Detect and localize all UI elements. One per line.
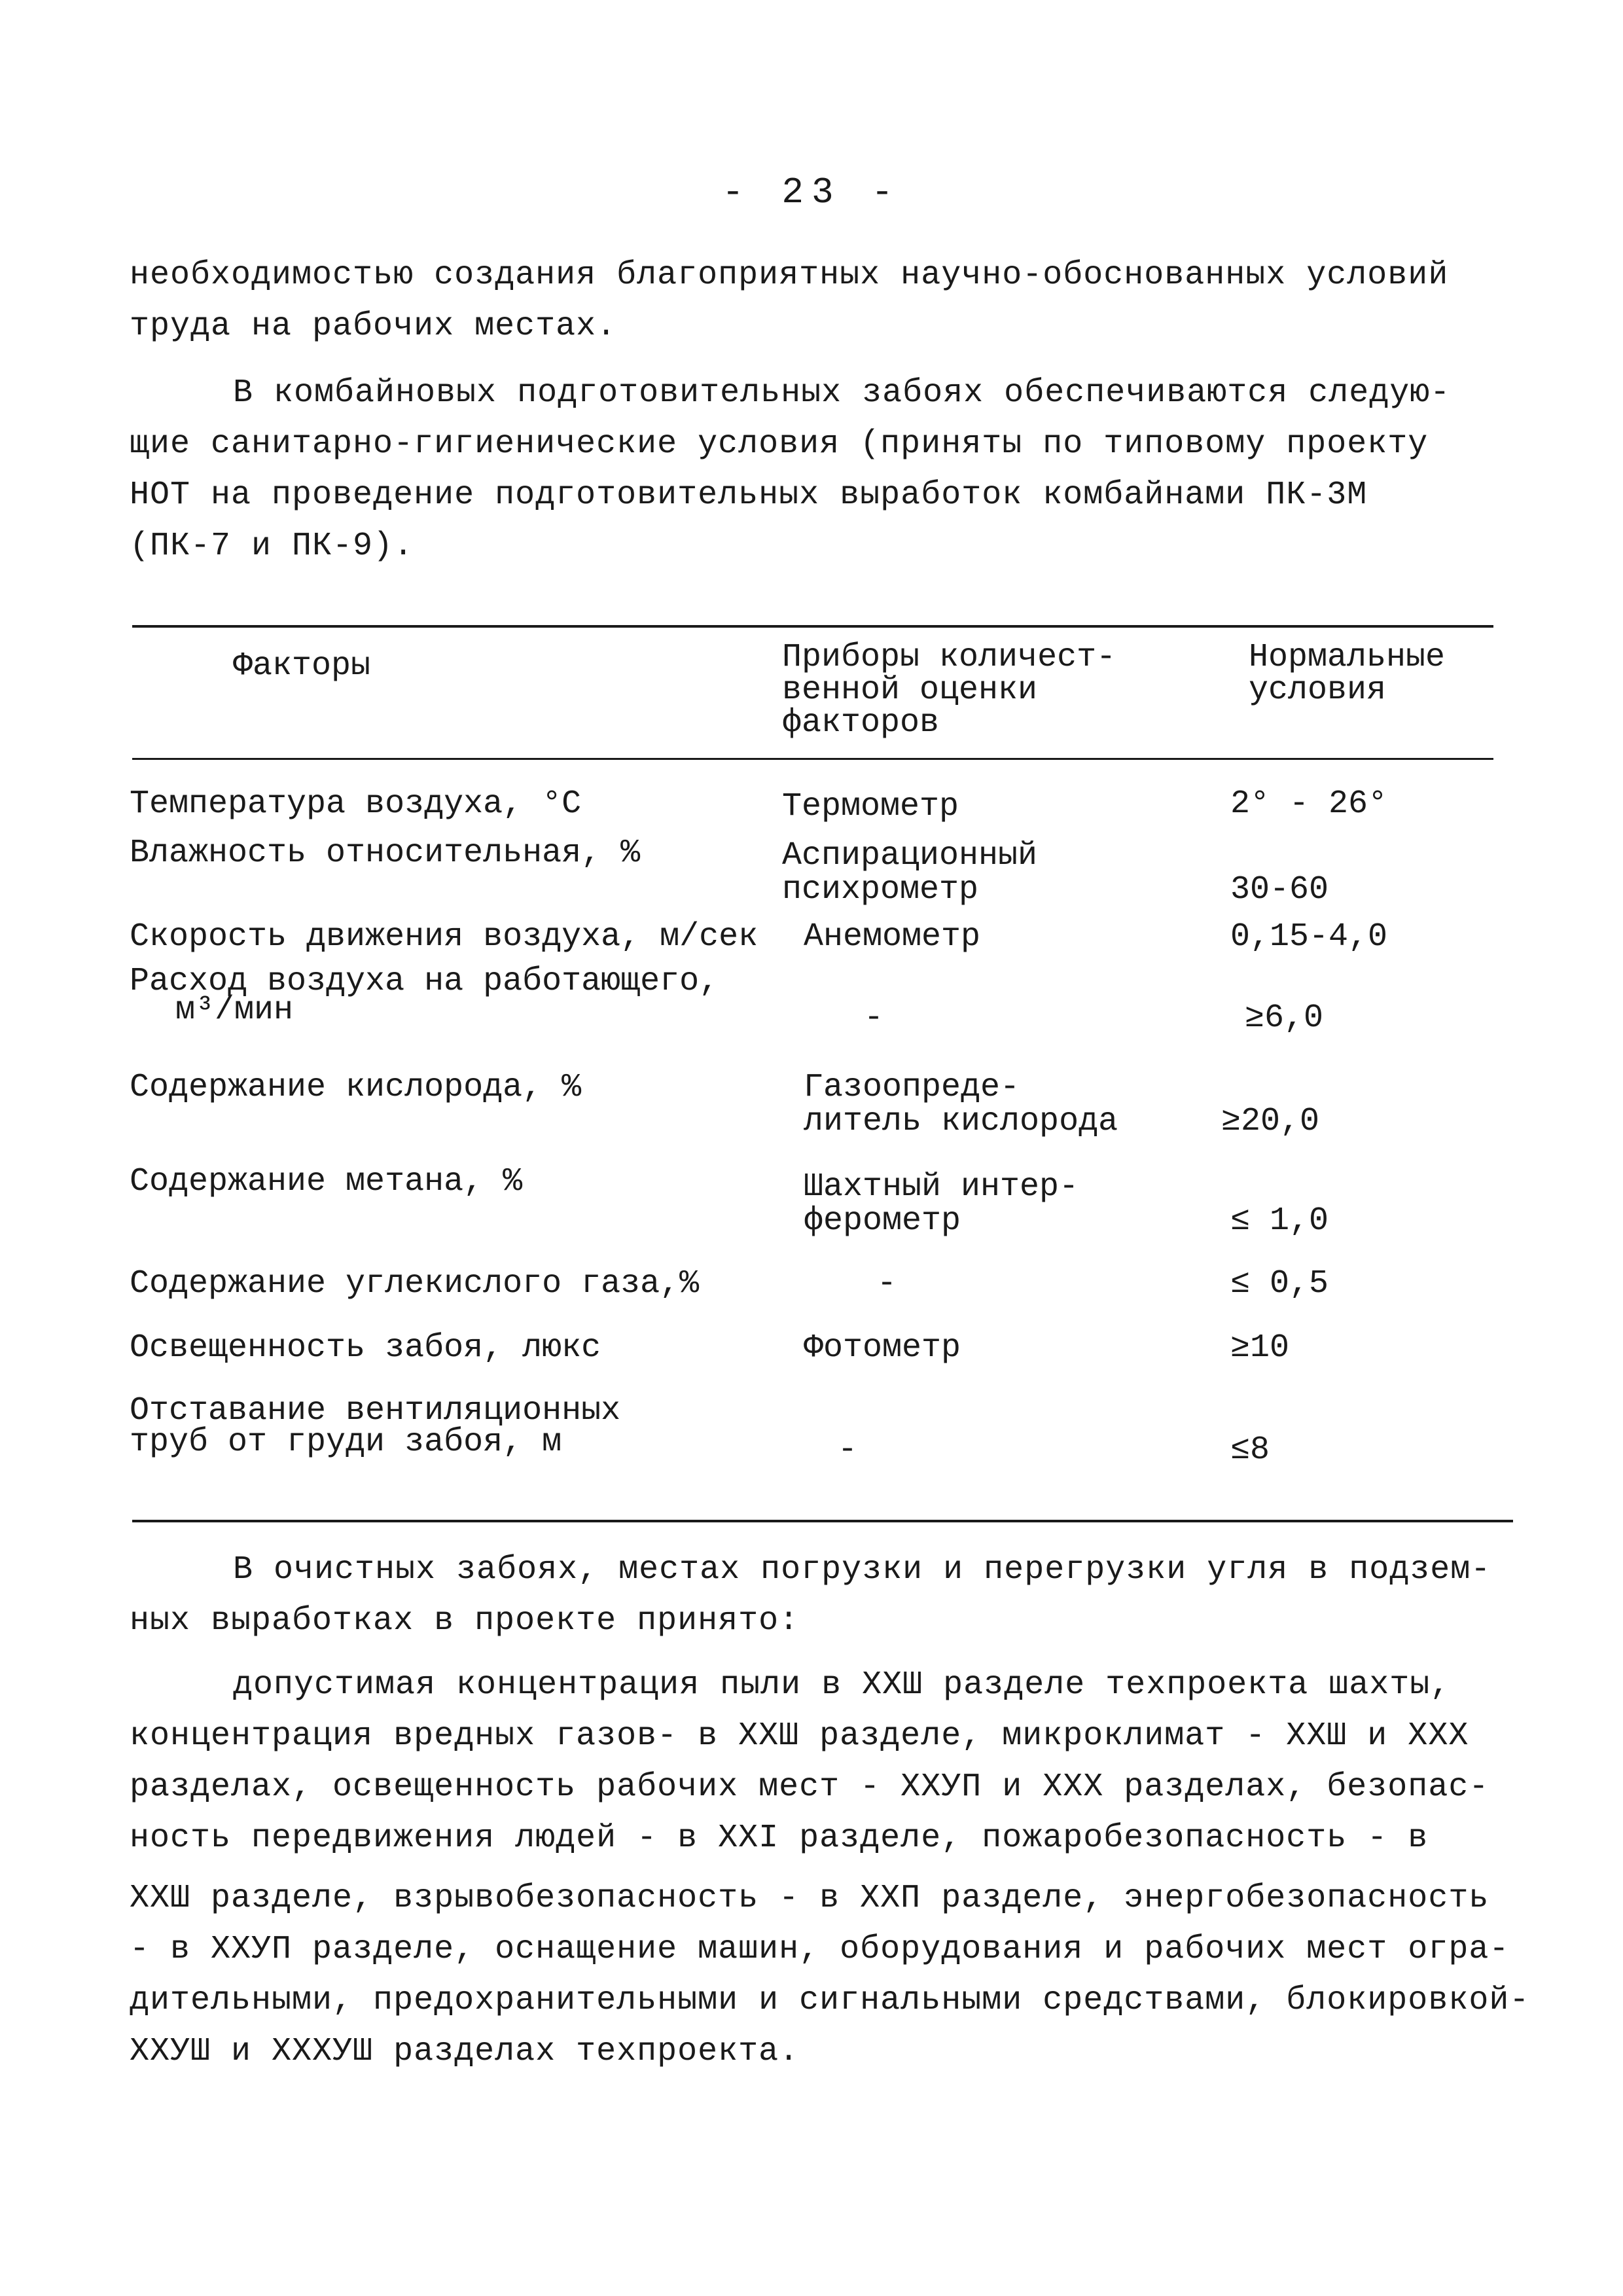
header-line: факторов [782, 704, 940, 742]
text-line: В очистных забоях, местах погрузки и перегрузки угля в подзем- [233, 1551, 1491, 1588]
table-cell-norm: ≥20,0 [1221, 1103, 1320, 1140]
paragraph-1 [130, 250, 1504, 352]
cell-line: Освещенность забоя, люкс [130, 1329, 601, 1367]
table-cell-norm: 0,15-4,0 [1230, 918, 1388, 956]
cell-line: литель кислорода [804, 1103, 1118, 1140]
table-cell-factor [130, 787, 581, 821]
cell-line: Анемометр [804, 918, 981, 956]
cell-line: Скорость движения воздуха, м/сек [130, 918, 758, 956]
page-number: - 23 - [722, 171, 901, 213]
cell-line: ферометр [804, 1202, 961, 1240]
table-cell-norm: 2° - 26° [1230, 785, 1388, 823]
cell-line: - [838, 1431, 858, 1469]
cell-line: - [864, 999, 884, 1037]
text-line: необходимостью создания благоприятных научно-обоснованных условий [130, 257, 1449, 294]
text-line: разделах, освещенность рабочих мест - ХХУП и ХХХ разделах, безопас- [130, 1768, 1489, 1806]
table-cell-factor [130, 1331, 601, 1365]
text-line: ХХУШ и ХХХУШ разделах техпроекта. [130, 2033, 800, 2070]
cell-line: Шахтный интер- [804, 1168, 1079, 1206]
header-line: условия [1249, 672, 1387, 709]
cell-line: - [877, 1265, 897, 1302]
cell-line: Фотометр [804, 1329, 961, 1367]
cell-line: Газоопреде- [804, 1069, 1020, 1106]
header-line: Нормальные [1249, 639, 1446, 676]
text-line: ХХШ разделе, взрывобезопасность - в ХХП разделе, энергобезопасность [130, 1880, 1489, 1917]
table-cell-factor [130, 1392, 621, 1461]
text-line: труда на рабочих местах. [130, 308, 617, 345]
cell-line: Содержание кислорода, % [130, 1069, 582, 1106]
table-cell-instrument [804, 1170, 1079, 1238]
text-line: - в ХХУП разделе, оснащение машин, оборудования и рабочих мест огра- [130, 1931, 1510, 1968]
text-line: щие санитарно-гигиенические условия (приняты по типовому проекту [130, 425, 1429, 463]
table-cell-instrument [782, 790, 959, 824]
table-header-rule [132, 758, 1493, 760]
table-cell-factor [130, 920, 758, 954]
table-cell-instrument [877, 1267, 897, 1301]
table-top-rule [132, 625, 1493, 628]
paragraph-4 [130, 1660, 1530, 2077]
table-cell-instrument [804, 1071, 1118, 1139]
table-cell-instrument [864, 1001, 883, 1035]
text-line: НОТ на проведение подготовительных выработок комбайнами ПК-3М [130, 476, 1368, 514]
paragraph-3 [130, 1545, 1504, 1647]
header-line: венной оценки [782, 672, 1038, 709]
text-line: дительными, предохранительными и сигнальными средствами, блокировкой- [130, 1982, 1530, 2019]
cell-line: Содержание углекислого газа,% [130, 1265, 700, 1302]
cell-line: м³/мин [175, 992, 294, 1029]
text-line: ных выработках в проекте принято: [130, 1602, 800, 1640]
paragraph-2 [130, 368, 1504, 572]
table-cell-norm: ≥6,0 [1245, 999, 1324, 1037]
text-line: В комбайновых подготовительных забоях обеспечиваются следую- [233, 374, 1451, 412]
cell-line: Содержание метана, % [130, 1163, 523, 1200]
table-cell-norm: 30-60 [1230, 871, 1329, 908]
table-cell-factor [130, 963, 719, 1029]
cell-line: Расход воздуха на работающего, [130, 963, 719, 1000]
table-cell-instrument [782, 839, 1037, 907]
text-line: (ПК-7 и ПК-9). [130, 528, 414, 565]
table-cell-instrument [804, 1331, 961, 1365]
table-cell-norm: ≥10 [1230, 1329, 1290, 1367]
table-cell-factor [130, 1165, 522, 1199]
table-bottom-rule [132, 1520, 1513, 1522]
header-line: Факторы [233, 647, 371, 685]
text-line: допустимая концентрация пыли в ХХШ разделе техпроекта шахты, [233, 1666, 1451, 1704]
cell-line: труб от груди забоя, м [130, 1424, 562, 1461]
text-line: ность передвижения людей - в ХХI разделе, пожаробезопасность - в [130, 1820, 1429, 1857]
table-cell-norm: ≤ 0,5 [1230, 1265, 1329, 1302]
cell-line: Отставание вентиляционных [130, 1392, 621, 1429]
table-cell-factor [130, 1267, 699, 1301]
header-norms [1249, 641, 1445, 707]
table-cell-norm: ≤ 1,0 [1230, 1202, 1329, 1240]
header-line: Приборы количест- [782, 639, 1116, 676]
text-line: концентрация вредных газов- в ХХШ разделе, микроклимат - ХХШ и ХХХ [130, 1717, 1469, 1755]
table-cell-factor [130, 1071, 581, 1105]
header-instruments [782, 641, 1116, 740]
cell-line: Влажность относительная, % [130, 834, 641, 872]
table-cell-instrument [838, 1433, 857, 1467]
table-cell-norm: ≤8 [1230, 1431, 1270, 1469]
header-factors [233, 647, 371, 685]
table-cell-instrument [804, 920, 980, 954]
cell-line: Температура воздуха, °С [130, 785, 582, 823]
cell-line: Аспирационный [782, 837, 1038, 874]
table-cell-factor [130, 836, 640, 870]
cell-line: Термометр [782, 788, 959, 825]
cell-line: психрометр [782, 871, 979, 908]
